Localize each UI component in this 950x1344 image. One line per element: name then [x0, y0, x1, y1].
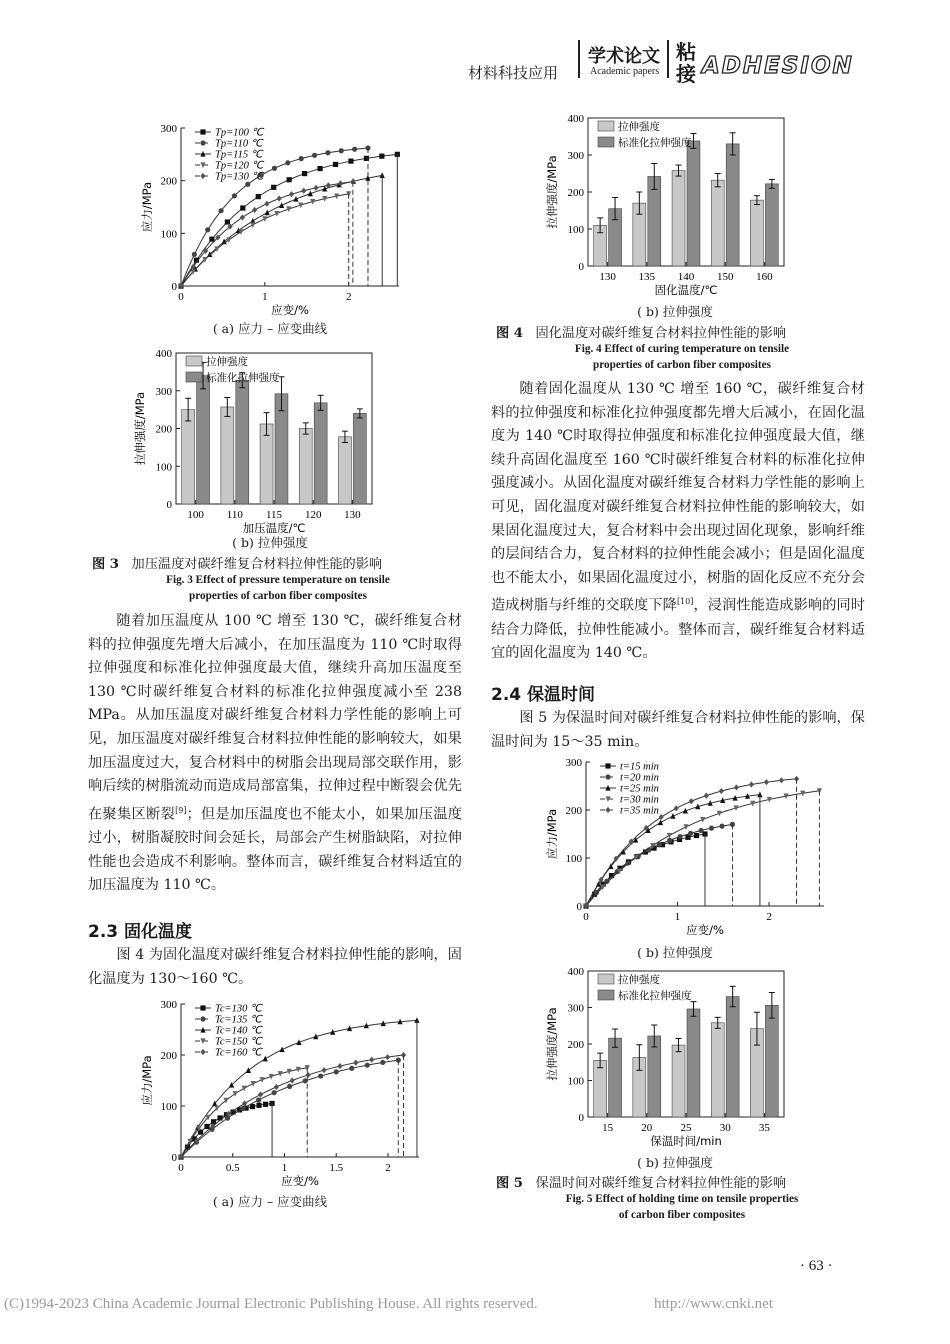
fig4a-point-1	[256, 1097, 261, 1102]
fig5a-point-1	[688, 831, 693, 836]
fig3b-category-label: 115	[265, 509, 283, 521]
fig5b-bar-1	[726, 997, 739, 1117]
fig4a-ytick-label: 200	[160, 1050, 177, 1062]
journal-logo-cn-1: 粘	[676, 40, 696, 64]
fig4a-point-4	[274, 1084, 279, 1090]
fig4b-legend-label-0: 拉伸强度	[618, 121, 660, 133]
fig4-caption-cn	[496, 322, 786, 341]
fig5a-point-1	[719, 824, 724, 829]
fig3b-ylabel: 拉伸强度/MPa	[133, 391, 147, 466]
fig5b-bar-0	[711, 1023, 724, 1117]
fig3b-ytick-label: 400	[155, 348, 172, 360]
fig5a-xtick-label: 1	[674, 911, 681, 923]
fig3a-ytick-label: 300	[160, 123, 177, 135]
fig5a-legend-label-3: t=30 min	[620, 794, 659, 806]
fig5b-bar-0	[594, 1060, 607, 1117]
journal-logo-cn-2: 接	[676, 62, 696, 86]
fig4a-ytick-label: 100	[160, 1101, 177, 1113]
fig3a-point-4	[313, 185, 318, 191]
fig3b-ytick-label: 0	[166, 499, 172, 511]
fig4a-point-4	[258, 1091, 263, 1097]
fig3b-bar-1	[314, 403, 327, 504]
fig3b-bar-0	[299, 429, 312, 505]
fig3a-point-1	[352, 147, 357, 152]
fig4b-category-label: 130	[599, 271, 616, 283]
fig5a-point-4	[719, 788, 724, 794]
fig5a-point-2	[658, 819, 663, 825]
fig5b-bar-1	[648, 1036, 661, 1117]
fig3a-point-1	[299, 156, 304, 161]
header-brand-cn: 学术论文	[588, 46, 660, 67]
fig3-caption-cn	[92, 553, 382, 572]
fig3b-xlabel: 加压温度/℃	[242, 521, 306, 535]
fig5b-ytick-label: 300	[567, 1002, 584, 1015]
fig5a-point-0	[694, 833, 699, 838]
fig4a-point-1	[365, 1063, 370, 1068]
fig3a-xtick-label: 0	[178, 291, 184, 303]
page-number: · 63 ·	[800, 1258, 833, 1274]
fig3a-legend-label-1: Tp=110 ℃	[215, 138, 263, 150]
fig5-caption-en-1: Fig. 5 Effect of holding time on tensile properties	[565, 1193, 799, 1205]
fig5-caption-en-2: of carbon fiber composites	[618, 1209, 746, 1221]
fig5b-category-label: 25	[680, 1122, 692, 1134]
paragraph-pressure-temperature	[88, 610, 462, 898]
fig5b-ytick-label: 100	[567, 1075, 584, 1088]
fig4a-point-2	[246, 1067, 251, 1073]
fig3a-point-1	[232, 193, 237, 198]
fig5a-chart	[540, 752, 830, 938]
fig4b-ylabel: 拉伸强度/MPa	[545, 155, 559, 229]
fig3a-point-1	[325, 150, 330, 155]
fig5a-series-line-2	[586, 795, 760, 906]
fig4a-ylabel: 应力/MPa	[140, 1055, 154, 1106]
fig3a-point-0	[287, 177, 292, 182]
fig4a-point-4	[306, 1072, 311, 1078]
fig5a-series-line-4	[586, 779, 797, 906]
fig4a-point-2	[263, 1056, 268, 1062]
fig4a-point-4	[321, 1067, 326, 1073]
fig3a-legend-label-2: Tp=115 ℃	[215, 149, 263, 161]
fig4b-bar-1	[726, 144, 739, 266]
fig4a-point-1	[287, 1084, 292, 1089]
fig3a-legend-label-3: Tp=120 ℃	[215, 160, 264, 172]
fig5a-point-4	[734, 784, 739, 790]
fig3a-ytick-label: 200	[160, 175, 177, 188]
fig4a-point-1	[318, 1073, 323, 1078]
fig4a-legend-marker-1	[200, 1016, 205, 1021]
footer-copyright: (C)1994-2023 China Academic Journal Electronic Publishing House. All rights reserved.	[4, 1296, 538, 1312]
fig3a-point-0	[379, 154, 384, 159]
fig4b-category-label: 140	[677, 271, 695, 283]
fig4a-point-3	[223, 1098, 228, 1104]
fig3b-category-label: 110	[226, 509, 243, 521]
fig4a-point-1	[380, 1060, 385, 1065]
fig3a-point-0	[225, 219, 230, 224]
fig3a-point-2	[265, 210, 270, 216]
paragraph-curing-temperature	[491, 378, 865, 666]
fig5b-legend-swatch-0	[598, 974, 614, 984]
header-brand-en: Academic papers	[590, 66, 660, 77]
fig4a-point-1	[334, 1069, 339, 1074]
fig5a-series-line-1	[586, 824, 732, 906]
fig3a-legend-label-4: Tp=130 ℃	[215, 171, 264, 183]
fig5a-legend-marker-4	[605, 807, 610, 813]
fig4a-series-line-1	[181, 1060, 398, 1157]
fig3a-point-1	[192, 252, 197, 257]
fig3a-point-4	[277, 195, 282, 201]
fig5b-category-label: 30	[719, 1122, 731, 1134]
fig3b-category-label: 130	[344, 509, 361, 521]
fig3b-legend-swatch-0	[186, 356, 202, 366]
fig5b-category-label: 15	[602, 1122, 614, 1134]
fig3a-point-0	[348, 158, 353, 163]
fig4a-ytick-label: 300	[160, 999, 177, 1011]
fig3a-point-1	[312, 153, 317, 158]
fig4b-bar-1	[687, 141, 700, 266]
fig3a-series-line-4	[181, 182, 353, 286]
fig4b-subcaption: ( b) 拉伸强度	[637, 304, 713, 319]
fig3a-ylabel: 应力/MPa	[140, 181, 154, 233]
fig4a-point-4	[290, 1077, 295, 1083]
fig4a-point-1	[240, 1106, 245, 1111]
fig4a-point-1	[349, 1066, 354, 1071]
heading-2-4: 2.4 保温时间	[491, 685, 596, 705]
fig3a-point-4	[240, 214, 245, 220]
fig5-caption-cn	[496, 1172, 786, 1191]
header-divider-1	[578, 40, 580, 78]
fig4b-ytick-label: 100	[567, 224, 584, 236]
fig3a-legend-marker-0	[200, 129, 205, 134]
fig5a-ytick-label: 0	[576, 901, 582, 913]
fig3-label: 图 3	[92, 557, 119, 572]
fig5b-legend-label-1: 标准化拉伸强度	[618, 990, 692, 1002]
fig5a-ylabel: 应力/MPa	[545, 808, 559, 860]
fig5a-legend-label-1: t=20 min	[620, 772, 659, 784]
fig4b-category-label: 160	[756, 271, 773, 283]
fig3b-legend-swatch-1	[186, 372, 202, 382]
fig3b-chart	[128, 343, 448, 538]
fig4-caption-en-2: properties of carbon fiber composites	[593, 359, 771, 371]
fig3a-chart	[135, 118, 405, 318]
fig4a-point-0	[204, 1124, 209, 1129]
fig5a-legend-marker-1	[605, 774, 610, 779]
fig3a-point-0	[256, 194, 261, 199]
fig5a-point-1	[678, 834, 683, 839]
fig4a-legend-label-2: Tc=140 ℃	[215, 1025, 262, 1037]
fig4a-point-4	[385, 1054, 390, 1060]
fig5a-point-3	[683, 824, 688, 830]
fig4b-chart	[540, 108, 860, 300]
fig5a-point-4	[779, 777, 784, 783]
fig4b-legend-swatch-0	[598, 121, 614, 131]
fig3a-ytick-label: 0	[171, 281, 177, 293]
fig4a-xlabel: 应变/%	[281, 1174, 319, 1188]
fig3a-legend-label-0: Tp=100 ℃	[215, 127, 264, 139]
fig3b-legend-label-0: 拉伸强度	[206, 356, 248, 368]
fig5a-point-4	[704, 793, 709, 799]
fig4a-legend-label-1: Tc=135 ℃	[215, 1014, 262, 1026]
fig3a-subcaption: ( a) 应力 – 应变曲线	[212, 321, 328, 336]
fig4a-chart	[135, 994, 425, 1189]
fig4b-legend-swatch-1	[598, 137, 614, 147]
fig5a-ytick-label: 200	[565, 805, 582, 817]
fig3b-ytick-label: 200	[155, 423, 172, 436]
fig4a-point-0	[263, 1102, 268, 1107]
fig5a-point-4	[689, 798, 694, 804]
fig5b-ylabel: 拉伸强度/MPa	[545, 1007, 559, 1081]
fig5a-ytick-label: 300	[565, 757, 582, 769]
fig4b-legend-label-1: 标准化拉伸强度	[618, 137, 692, 149]
fig3a-point-0	[271, 185, 276, 190]
fig3a-point-1	[218, 208, 223, 213]
fig4b-bar-0	[711, 180, 724, 266]
fig4b-ytick-label: 400	[567, 113, 584, 125]
fig3a-point-3	[226, 237, 231, 243]
fig4a-series-line-3	[181, 1068, 307, 1157]
fig3a-series-line-2	[181, 175, 382, 286]
fig3b-category-label: 100	[187, 509, 204, 521]
fig3b-ytick-label: 300	[155, 385, 172, 398]
fig3a-legend-marker-4	[200, 173, 205, 179]
fig3a-point-4	[264, 201, 269, 207]
fig3-caption-en-2: properties of carbon fiber composites	[189, 590, 367, 602]
fig4a-ytick-label: 0	[171, 1152, 177, 1164]
fig3b-bar-0	[338, 437, 351, 504]
fig5b-ytick-label: 0	[578, 1112, 584, 1124]
fig5a-point-4	[674, 805, 679, 811]
fig4-caption-en-1: Fig. 4 Effect of curing temperature on tensile	[574, 343, 790, 355]
header-column-name: 材料科技应用	[468, 64, 559, 82]
fig4a-point-3	[251, 1081, 256, 1087]
fig4a-xtick-label: 0.5	[225, 1162, 240, 1174]
fig5b-legend-label-0: 拉伸强度	[618, 974, 660, 986]
fig4a-xtick-label: 2	[385, 1162, 391, 1174]
p1-tail: ；但是加压温度也不能太小，如果加压温度过小，树脂凝胶时间会延长，局部会产生树脂缺陷，对拉伸性能也会造成不利影响。整体而言，碳纤维复合材料适宜的加压温度为 110 ℃。	[88, 806, 462, 894]
fig3a-point-0	[333, 162, 338, 167]
fig5a-xtick-label: 0	[583, 911, 589, 923]
fig4a-xtick-label: 1	[281, 1162, 288, 1174]
fig3a-point-4	[289, 191, 294, 197]
fig5a-xlabel: 应变/%	[686, 923, 724, 937]
fig4a-subcaption: ( a) 应力 – 应变曲线	[212, 1194, 328, 1209]
fig3a-legend-marker-1	[200, 140, 205, 145]
paragraph-fig5-intro: 图 5 为保温时间对碳纤维复合材料拉伸性能的影响，保温时间为 15～35 min。	[491, 710, 865, 750]
fig5-caption-text: 保温时间对碳纤维复合材料拉伸性能的影响	[535, 1176, 787, 1191]
fig4a-legend-marker-0	[200, 1005, 205, 1010]
paragraph-fig4-intro: 图 4 为固化温度对碳纤维复合材料拉伸性能的影响，固化温度为 130～160 ℃。	[88, 947, 462, 987]
heading-2-3: 2.3 固化温度	[88, 922, 193, 942]
fig4a-point-3	[242, 1086, 247, 1092]
fig5a-subcaption: ( b) 拉伸强度	[637, 945, 713, 960]
fig5a-legend-label-2: t=25 min	[620, 783, 659, 795]
fig3a-point-3	[262, 216, 267, 222]
fig4a-point-4	[353, 1060, 358, 1066]
fig4b-ytick-label: 300	[567, 150, 584, 162]
fig3a-xtick-label: 2	[345, 291, 352, 303]
fig4b-bar-0	[672, 171, 685, 266]
fig4b-bar-1	[765, 184, 778, 266]
fig5a-point-2	[670, 813, 675, 819]
fig5b-bar-1	[765, 1005, 778, 1117]
fig3a-point-0	[302, 171, 307, 176]
fig4a-point-2	[280, 1046, 285, 1052]
fig3b-bar-1	[236, 380, 249, 504]
fig4-caption-text: 固化温度对碳纤维复合材料拉伸性能的影响	[535, 326, 787, 341]
fig3-caption-en-1: Fig. 3 Effect of pressure temperature on tensile	[166, 574, 390, 586]
fig4b-bar-0	[750, 200, 763, 266]
fig3-caption-text: 加压温度对碳纤维复合材料拉伸性能的影响	[131, 557, 383, 572]
fig5-label: 图 5	[496, 1176, 523, 1191]
fig4a-point-4	[337, 1063, 342, 1069]
fig5a-point-1	[709, 826, 714, 831]
fig5b-bar-1	[609, 1038, 622, 1117]
fig5a-point-4	[764, 779, 769, 785]
fig5b-xlabel: 保温时间/min	[650, 1134, 722, 1148]
p3-ref: [10]	[676, 597, 694, 607]
footer-url[interactable]: http://www.cnki.net	[654, 1296, 774, 1312]
fig5b-category-label: 20	[641, 1122, 653, 1134]
fig3a-point-1	[285, 160, 290, 165]
fig4a-series-line-0	[181, 1103, 272, 1157]
fig3b-bar-0	[260, 424, 273, 504]
fig5b-bar-0	[672, 1045, 685, 1117]
p1-ref: [9]	[175, 805, 187, 815]
fig5a-legend-label-4: t=35 min	[620, 805, 659, 817]
fig5a-series-line-0	[586, 834, 705, 906]
fig5a-ytick-label: 100	[565, 853, 582, 865]
fig3b-category-label: 120	[304, 509, 322, 521]
fig3a-point-0	[209, 237, 214, 242]
fig3a-point-1	[205, 227, 210, 232]
fig3a-point-2	[279, 202, 284, 208]
fig4-label: 图 4	[496, 326, 523, 341]
fig5a-point-1	[667, 838, 672, 843]
fig3b-bar-1	[197, 376, 210, 504]
p3-text: 随着固化温度从 130 ℃ 增至 160 ℃，碳纤维复合材料的拉伸强度和标准化拉伸强度都先增大后减小，在固化温度为 140 ℃时取得拉伸强度和标准化拉伸强度最大值，继续升高固化温度至 160 ℃时碳纤维复合材料的标准化拉伸强度减小。从固化温度对碳纤维复合材料力学性能的影响上可见，固化温度对碳纤维复合材料拉伸性能的影响较大，如果固化温度过大，复合材料中会出现过固化现象，影响纤维的层间结合力，复合材料的拉伸性能会减小；但是固化温度也不能太小，如果固化温度过小，树脂的固化反应不充分会造成树脂与纤维的交联度下降	[491, 381, 865, 615]
fig3a-point-4	[301, 188, 306, 194]
fig4b-category-label: 135	[638, 271, 656, 283]
fig3a-xlabel: 应变/%	[271, 303, 309, 317]
fig4a-xtick-label: 0	[178, 1162, 184, 1174]
p3-tail: ，浸润性能造成影响的同时结合力降低，拉伸性能减小。整体而言，碳纤维复合材料适宜的固化温度为 140 ℃。	[491, 598, 865, 662]
fig4a-legend-label-0: Tc=130 ℃	[215, 1003, 262, 1015]
fig4b-xlabel: 固化温度/℃	[654, 283, 718, 297]
fig5b-legend-swatch-1	[598, 990, 614, 1000]
fig4b-ytick-label: 0	[578, 261, 584, 273]
fig4b-ytick-label: 200	[567, 187, 584, 199]
fig4a-point-4	[369, 1057, 374, 1063]
fig4a-point-0	[250, 1104, 255, 1109]
fig5a-point-3	[667, 833, 672, 839]
fig5b-category-label: 35	[758, 1122, 770, 1134]
fig4a-point-0	[256, 1103, 261, 1108]
fig4a-point-1	[272, 1090, 277, 1095]
fig3b-ytick-label: 100	[155, 461, 172, 474]
journal-logo-en: ADHESION	[702, 53, 854, 79]
fig3a-point-0	[240, 205, 245, 210]
fig5a-xtick-label: 2	[766, 911, 772, 923]
fig3a-series-line-3	[181, 194, 349, 286]
fig3a-ytick-label: 100	[160, 228, 177, 241]
fig5a-point-4	[659, 814, 664, 820]
fig3b-bar-0	[182, 410, 195, 504]
fig5b-subcaption: ( b) 拉伸强度	[637, 1155, 713, 1170]
fig5a-legend-marker-0	[605, 763, 610, 768]
fig5a-legend-label-0: t=15 min	[620, 761, 659, 773]
fig5a-point-1	[698, 828, 703, 833]
fig3a-point-1	[272, 166, 277, 171]
fig4a-point-3	[233, 1091, 238, 1097]
fig4a-legend-label-3: Tc=150 ℃	[215, 1036, 262, 1048]
fig4a-legend-marker-4	[200, 1049, 205, 1055]
header-divider-2	[667, 40, 669, 78]
fig3a-point-4	[252, 207, 257, 213]
fig3b-bar-0	[221, 407, 234, 504]
fig3a-xtick-label: 1	[262, 291, 268, 303]
fig5b-chart	[540, 961, 860, 1151]
fig3b-bar-1	[353, 413, 366, 504]
fig3b-subcaption: ( b) 拉伸强度	[232, 535, 308, 550]
fig3a-point-0	[317, 166, 322, 171]
fig5a-point-4	[749, 781, 754, 787]
fig3b-legend-label-1: 标准化拉伸强度	[206, 372, 280, 384]
p1-text: 随着加压温度从 100 ℃ 增至 130 ℃，碳纤维复合材料的拉伸强度先增大后减小，在加压温度为 110 ℃时取得拉伸强度和标准化拉伸强度最大值，继续升高加压温度至 130 ℃时碳纤维复合材料的标准化拉伸强度减小至 238 MPa。从加压温度对碳纤维复合材料力学性能的影响上可见，加压温度对碳纤维复合材料拉伸性能的影响较大，如果加压温度过大，复合材料中的树脂会出现局部交联作用，影响后续的树脂流动而造成局部富集，拉伸过程中断裂会优先在聚集区断裂	[88, 613, 462, 823]
fig5b-ytick-label: 400	[567, 966, 584, 978]
fig3a-point-1	[339, 148, 344, 153]
fig3a-point-3	[250, 222, 255, 228]
fig4b-category-label: 150	[716, 271, 734, 283]
fig4a-xtick-label: 1.5	[329, 1162, 344, 1174]
fig5b-bar-1	[687, 1009, 700, 1117]
fig5b-ytick-label: 200	[567, 1039, 584, 1051]
fig4a-legend-label-4: Tc=160 ℃	[215, 1047, 262, 1059]
